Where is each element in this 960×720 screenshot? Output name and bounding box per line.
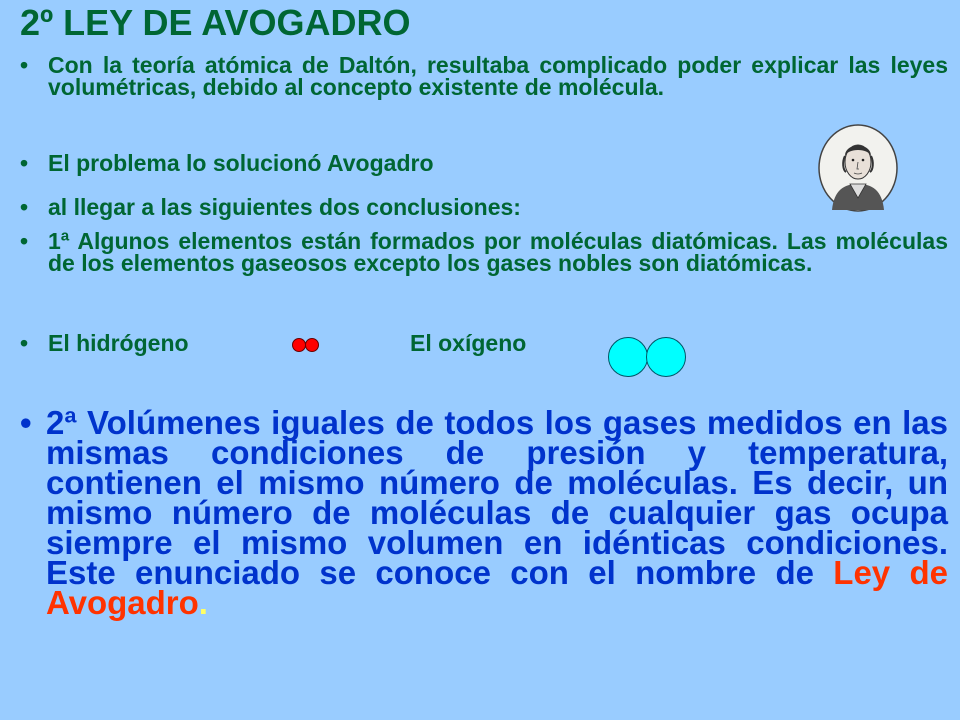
oxygen-molecule [608,337,688,379]
law-text: 2ª Volúmenes iguales de todos los gases medidos en las mismas condiciones de presión y temperatura, contienen el mismo número de moléculas. Es decir, un mismo número de moléculas de cualquier gas ocupa siempre el mismo volumen en idénticas condiciones. Este enunciado se conoce con el nombre de [46,404,948,591]
bullet-dot: • [20,194,29,220]
bullet-dot: • [20,52,29,78]
bullet-text: 1ª Algunos elementos están formados por moléculas diatómicas. Las moléculas de los elementos gaseosos excepto los gases nobles son diatómicas. [48,228,948,276]
bullet-text: El problema lo solucionó Avogadro [48,150,434,176]
bullet-item [20,152,948,174]
hydrogen-atom [305,338,319,352]
hydrogen-atom [292,338,306,352]
bullet-item [20,230,948,274]
law-name: Ley de Avogadro [46,554,948,621]
law-paragraph [46,404,948,621]
oxygen-atom [608,337,648,377]
bullet-text: Con la teoría atómica de Daltón, resultaba complicado poder explicar las leyes volumétricas, debido al concepto existente de molécula. [48,52,948,100]
bullet-dot: • [20,330,29,356]
bullet-dot: • [20,404,32,441]
bullet-dot: • [20,228,29,254]
law-end: . [198,584,208,621]
bullet-item [20,54,948,98]
law-bullet [20,404,948,621]
hydrogen-molecule [292,338,322,354]
bullet-dot: • [20,150,29,176]
oxygen-atom [646,337,686,377]
oxygen-label: El oxígeno [410,330,527,356]
hydrogen-label: El hidrógeno [48,330,189,356]
avogadro-portrait [818,124,898,212]
bullet-item [20,196,948,218]
slide-title: 2º LEY DE AVOGADRO [20,2,411,43]
bullet-text: al llegar a las siguientes dos conclusiones: [48,194,521,220]
